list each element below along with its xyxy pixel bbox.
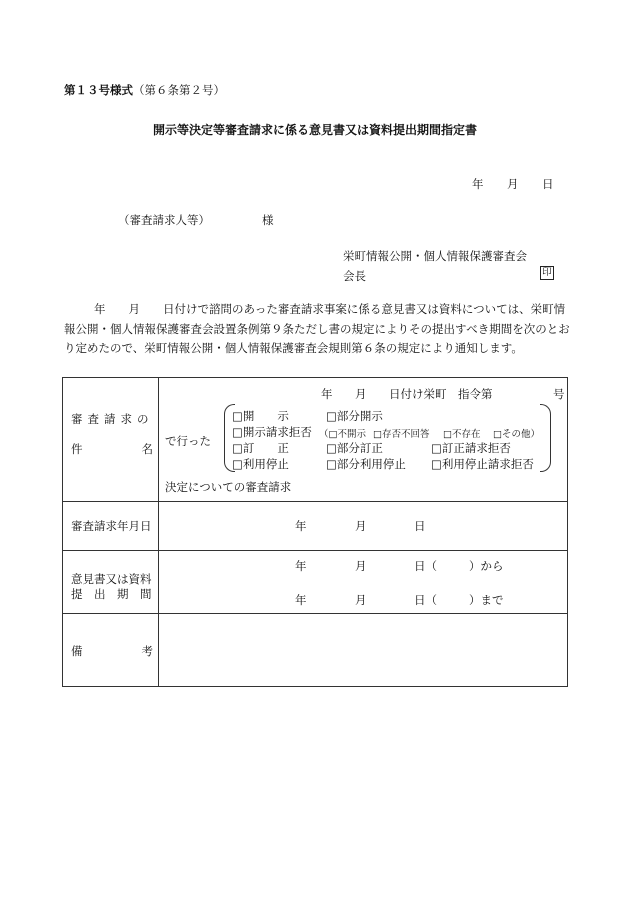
remarks-label-bi: 備 (71, 644, 83, 658)
table-row-remarks (63, 614, 568, 687)
form-article: （第６条第２号） (133, 83, 225, 97)
date-month: 月 (507, 177, 519, 191)
option-open: □開 示 (232, 409, 289, 423)
request-year: 年 (295, 519, 307, 533)
case-name-label-ken: 件 (71, 442, 83, 456)
body-paragraph: 年 月 日付けで諮問のあった審査請求事案に係る意見書又は資料については、栄町情報公開・個人情報保護審査会設置条例第９条ただし書の規定によりその提出すべき期間を次のとおり定めたので、栄町情報公開・個人情報保護審査会規則第６条の規定により通知します。 (64, 302, 570, 355)
option-partial-stop: □部分利用停止 (326, 457, 406, 471)
table-row-period (63, 551, 568, 614)
case-name-label-line1: 審査請求の (71, 412, 154, 426)
option-correct: □訂 正 (232, 441, 289, 455)
remarks-label-kou: 考 (141, 644, 153, 658)
case-order: 指令第 (458, 387, 493, 401)
case-name-label-mei: 名 (141, 442, 153, 456)
form-number (64, 82, 225, 98)
document-title: 開示等決定等審査請求に係る意見書又は資料提出期間指定書 (152, 123, 477, 137)
case-name-label-line2 (71, 441, 153, 457)
request-date-value-cell (159, 502, 568, 551)
case-name-value-cell (159, 378, 568, 502)
request-month: 月 (355, 519, 367, 533)
remarks-label-cell (63, 614, 159, 687)
period-label-cell (63, 551, 159, 614)
period-to-year: 年 (295, 593, 307, 607)
date-day: 日 (542, 177, 554, 191)
period-value-cell (159, 551, 568, 614)
seal-icon: 印 (540, 266, 554, 280)
case-year: 年 (321, 387, 333, 401)
period-to-close: ）まで (469, 593, 504, 607)
period-from-month: 月 (355, 559, 367, 573)
sub-nonexistent: □不存在 (443, 429, 481, 440)
remarks-value-cell[interactable] (159, 614, 568, 687)
case-number: 号 (553, 387, 565, 401)
sub-non-disclose: （□不開示 (319, 429, 366, 440)
addressee-honorific: 様 (262, 213, 274, 227)
option-partial-open: □部分開示 (326, 409, 383, 423)
table-row-request-date (63, 502, 568, 551)
period-from-day: 日（ (414, 559, 437, 573)
remarks-label (71, 643, 153, 659)
period-label-line1: 意見書又は資料 (71, 572, 152, 586)
case-day: 日付け栄町 (389, 387, 447, 401)
sender-title-row (343, 266, 527, 286)
case-suffix: 決定についての審査請求 (165, 480, 292, 494)
case-name-label-cell (63, 378, 159, 502)
case-prefix: で行った (165, 434, 211, 448)
option-partial-correct: □部分訂正 (326, 441, 383, 455)
period-label-line2: 提 出 期 間 (71, 587, 152, 601)
option-correct-refuse: □訂正請求拒否 (431, 441, 511, 455)
request-date-label-cell (63, 502, 159, 551)
sender-title: 会長 (343, 269, 366, 283)
sub-existence: □存否不回答 (373, 429, 430, 440)
brace-right (540, 404, 551, 472)
seal-box (538, 265, 554, 280)
table-row-case-name (63, 378, 568, 502)
option-refuse: □開示請求拒否 (232, 425, 312, 439)
case-month: 月 (355, 387, 367, 401)
period-to-month: 月 (355, 593, 367, 607)
form-number-bold: 第１３号様式 (64, 83, 133, 97)
option-stop-refuse: □利用停止請求拒否 (431, 457, 534, 471)
sub-other: □その他） (493, 429, 540, 440)
option-stop: □利用停止 (232, 457, 289, 471)
sender-org: 栄町情報公開・個人情報保護審査会 (343, 249, 527, 263)
details-table (62, 377, 568, 687)
sender-block (343, 246, 527, 286)
request-day: 日 (414, 519, 426, 533)
period-from-year: 年 (295, 559, 307, 573)
date-year: 年 (472, 177, 484, 191)
addressee-label: （審査請求人等） (118, 213, 210, 227)
period-from-close: ）から (469, 559, 504, 573)
period-to-day: 日（ (414, 593, 437, 607)
request-date-label: 審査請求年月日 (71, 519, 152, 533)
